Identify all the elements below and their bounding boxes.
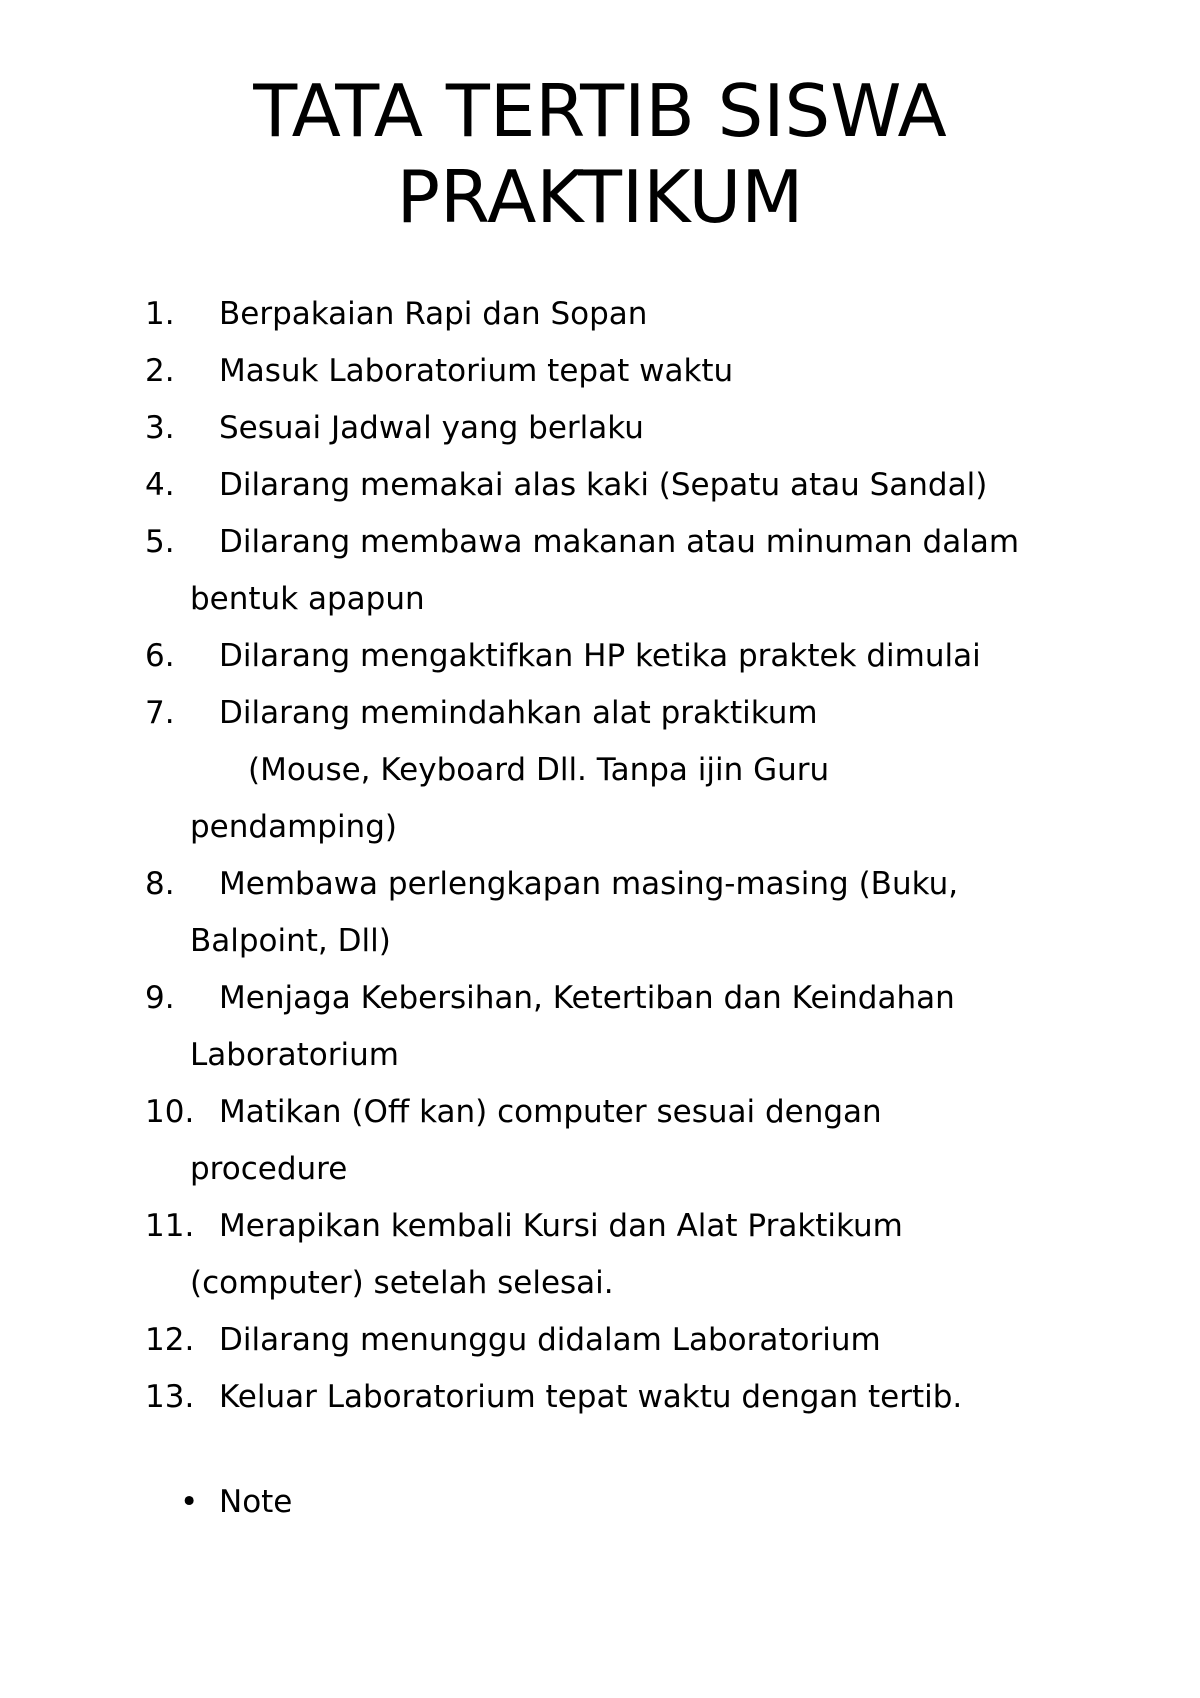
item-text: Merapikan kembali Kursi dan Alat Praktikum — [219, 1208, 903, 1244]
item-number: 12. — [145, 1322, 195, 1358]
item-text: Membawa perlengkapan masing-masing (Buku, — [219, 866, 959, 902]
item-number: 13. — [145, 1379, 195, 1415]
item-text: Keluar Laboratorium tepat waktu dengan tertib. — [219, 1379, 963, 1415]
list-item — [145, 1198, 1145, 1312]
item-text-continuation: Laboratorium — [190, 1037, 399, 1073]
item-text: Dilarang memindahkan alat praktikum — [219, 695, 818, 731]
item-number: 8. — [145, 866, 175, 902]
item-number: 11. — [145, 1208, 195, 1244]
item-number: 7. — [145, 695, 175, 731]
note-text: Note — [219, 1484, 293, 1520]
item-text-continuation: (computer) setelah selesai. — [190, 1265, 614, 1301]
rules-list — [145, 286, 1145, 1426]
item-text: Masuk Laboratorium tepat waktu — [219, 353, 734, 389]
item-number: 2. — [145, 353, 175, 389]
item-number: 9. — [145, 980, 175, 1016]
item-text: Menjaga Kebersihan, Ketertiban dan Keindahan — [219, 980, 955, 1016]
item-number: 10. — [145, 1094, 195, 1130]
item-text-continuation: Balpoint, Dll) — [190, 923, 391, 959]
item-text-continuation: pendamping) — [190, 809, 397, 845]
list-item — [145, 970, 1145, 1084]
list-item — [145, 1369, 1145, 1426]
list-item — [145, 514, 1145, 628]
item-text-continuation: (Mouse, Keyboard Dll. Tanpa ijin Guru — [248, 752, 830, 788]
list-item — [145, 628, 1145, 685]
list-item — [145, 1312, 1145, 1369]
bullet-icon: • — [180, 1484, 199, 1520]
list-item — [145, 685, 1145, 856]
list-item — [145, 343, 1145, 400]
item-text: Dilarang mengaktifkan HP ketika praktek dimulai — [219, 638, 981, 674]
item-number: 3. — [145, 410, 175, 446]
list-item — [145, 400, 1145, 457]
item-number: 4. — [145, 467, 175, 503]
item-text: Dilarang menunggu didalam Laboratorium — [219, 1322, 881, 1358]
list-item — [145, 286, 1145, 343]
item-text: Dilarang memakai alas kaki (Sepatu atau Sandal) — [219, 467, 988, 503]
title-line: TATA TERTIB SISWA — [253, 69, 947, 153]
list-item — [145, 1084, 1145, 1198]
item-text: Dilarang membawa makanan atau minuman dalam — [219, 524, 1020, 560]
item-number: 6. — [145, 638, 175, 674]
item-text-continuation: bentuk apapun — [190, 581, 425, 617]
item-number: 1. — [145, 296, 175, 332]
page-title — [0, 68, 1200, 240]
title-line: PRAKTIKUM — [396, 155, 804, 239]
item-text: Berpakaian Rapi dan Sopan — [219, 296, 648, 332]
item-text: Sesuai Jadwal yang berlaku — [219, 410, 644, 446]
list-item — [145, 457, 1145, 514]
list-item — [145, 856, 1145, 970]
note-item — [180, 1474, 292, 1531]
item-text: Matikan (Off kan) computer sesuai dengan — [219, 1094, 882, 1130]
item-text-continuation: procedure — [190, 1151, 348, 1187]
item-number: 5. — [145, 524, 175, 560]
